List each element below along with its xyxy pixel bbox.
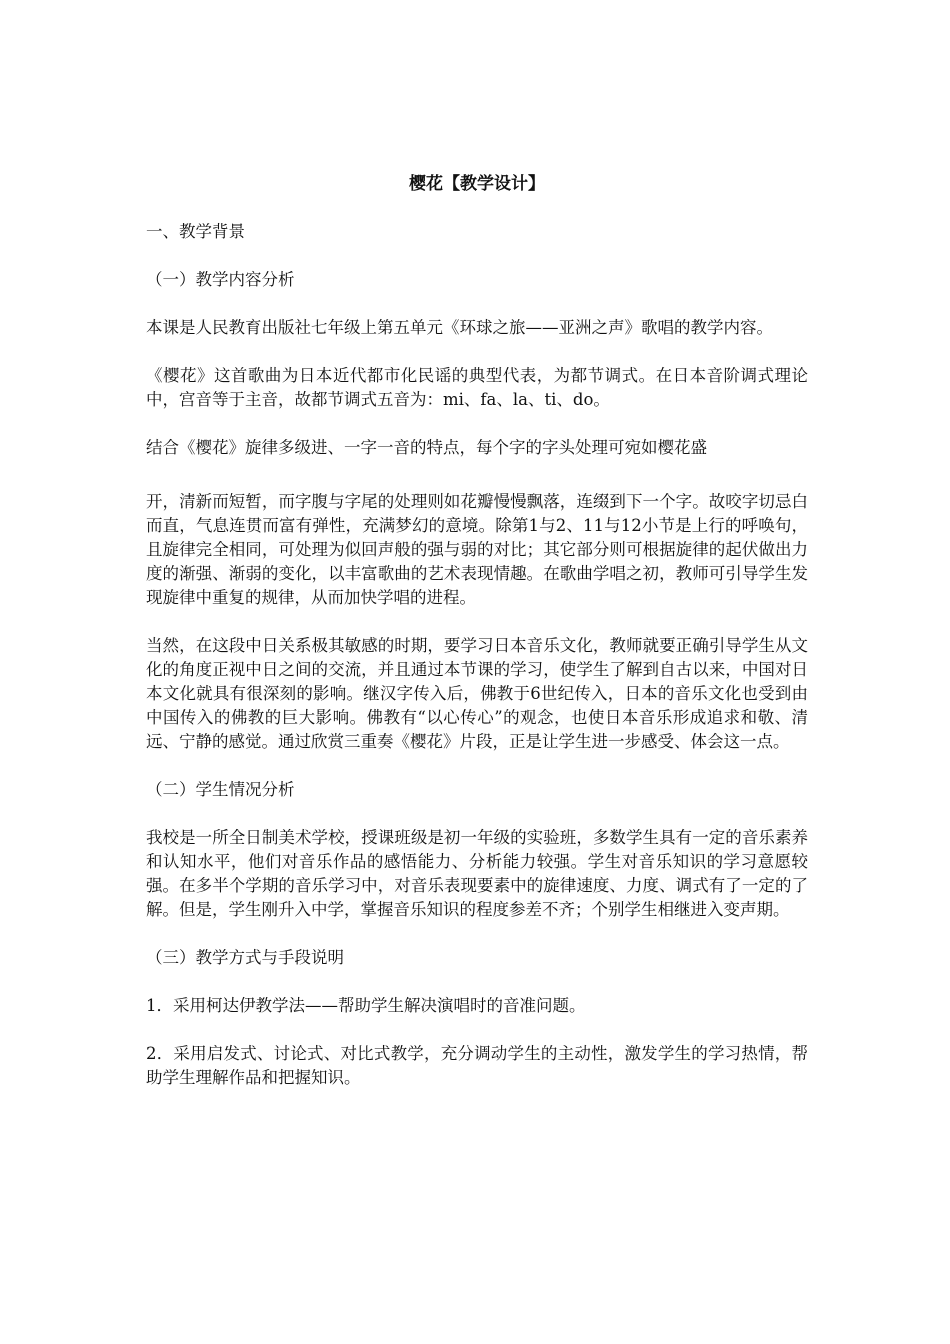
document-body	[146, 172, 808, 1114]
paragraph: 开，清新而短暂，而字腹与字尾的处理则如花瓣慢慢飘落，连缀到下一个字。故咬字切忌白而直，气息连贯而富有弹性，充满梦幻的意境。除第1与2、11与12小节是上行的呼唤句，且旋律完全相同，可处理为似回声般的强与弱的对比；其它部分则可根据旋律的起伏做出力度的渐强、渐弱的变化，以丰富歌曲的艺术表现情趣。在歌曲学唱之初，教师可引导学生发现旋律中重复的规律，从而加快学唱的进程。	[146, 492, 808, 607]
section-heading: 一、教学背景	[146, 222, 245, 241]
subsection-heading: （一）教学内容分析	[146, 270, 295, 289]
paragraph: 结合《樱花》旋律多级进、一字一音的特点，每个字的字头处理可宛如樱花盛	[146, 438, 707, 457]
subsection-heading: （三）教学方式与手段说明	[146, 948, 344, 967]
paragraph: 本课是人民教育出版社七年级上第五单元《环球之旅——亚洲之声》歌唱的教学内容。	[146, 318, 773, 337]
list-item: 1．采用柯达伊教学法——帮助学生解决演唱时的音准问题。	[146, 996, 586, 1015]
subsection-heading: （二）学生情况分析	[146, 780, 295, 799]
paragraph: 我校是一所全日制美术学校，授课班级是初一年级的实验班，多数学生具有一定的音乐素养和认知水平，他们对音乐作品的感悟能力、分析能力较强。学生对音乐知识的学习意愿较强。在多半个学期的音乐学习中，对音乐表现要素中的旋律速度、力度、调式有了一定的了解。但是，学生刚升入中学，掌握音乐知识的程度参差不齐；个别学生相继进入变声期。	[146, 828, 808, 919]
list-item: 2．采用启发式、讨论式、对比式教学，充分调动学生的主动性，激发学生的学习热情，帮助学生理解作品和把握知识。	[146, 1044, 808, 1087]
paragraph: 《樱花》这首歌曲为日本近代都市化民谣的典型代表，为都节调式。在日本音阶调式理论中，宫音等于主音，故都节调式五音为：mi、fa、la、ti、do。	[146, 366, 808, 409]
paragraph: 当然，在这段中日关系极其敏感的时期，要学习日本音乐文化，教师就要正确引导学生从文化的角度正视中日之间的交流，并且通过本节课的学习，使学生了解到自古以来，中国对日本文化就具有很深刻的影响。继汉字传入后，佛教于6世纪传入，日本的音乐文化也受到由中国传入的佛教的巨大影响。佛教有“以心传心”的观念，也使日本音乐形成追求和敬、清远、宁静的感觉。通过欣赏三重奏《樱花》片段，正是让学生进一步感受、体会这一点。	[146, 636, 808, 751]
document-title: 樱花【教学设计】	[409, 174, 545, 194]
